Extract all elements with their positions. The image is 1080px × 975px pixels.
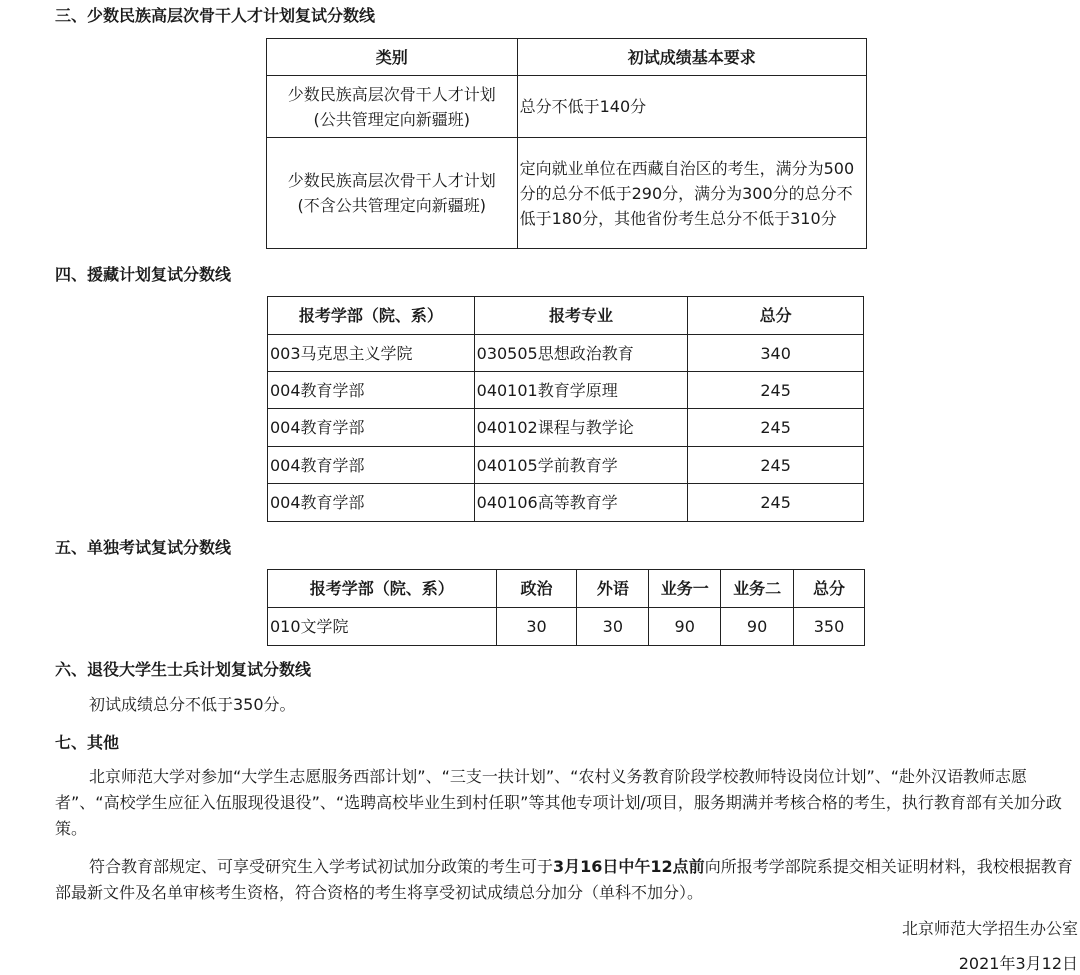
total-score-cell: 340 [688,335,864,372]
requirement-cell: 总分不低于140分 [517,76,866,138]
section-4-title: 四、援藏计划复试分数线 [55,265,232,284]
column-header: 外语 [577,570,649,608]
column-header: 报考学部（院、系） [268,297,475,335]
column-header: 总分 [794,570,865,608]
politics-score-cell: 30 [496,608,577,646]
requirement-cell: 定向就业单位在西藏自治区的考生，满分为500分的总分不低于290分，满分为300分的总分不低于180分，其他省份考生总分不低于310分 [517,138,866,249]
subject-one-score-cell: 90 [649,608,721,646]
table-row [268,484,864,522]
department-cell: 004教育学部 [268,447,475,484]
department-cell: 004教育学部 [268,409,475,447]
table-row [268,447,864,484]
total-score-cell: 245 [688,484,864,522]
column-header: 初试成绩基本要求 [517,39,866,76]
total-score-cell: 245 [688,409,864,447]
table-header-row [268,297,864,335]
column-header: 报考学部（院、系） [268,570,497,608]
category-cell: 少数民族高层次骨干人才计划 (不含公共管理定向新疆班) [267,138,518,249]
column-header: 政治 [496,570,577,608]
column-header: 总分 [688,297,864,335]
major-cell: 040106高等教育学 [474,484,688,522]
table-row [267,138,867,249]
section-7-paragraph-2: 符合教育部规定、可享受研究生入学考试初试加分政策的考生可于3月16日中午12点前向所报考学部院系提交相关证明材料，我校根据教育部最新文件及名单审核考生资格，符合资格的考生将享受初试成绩总分加分（单科不加分）。 [55,857,1073,902]
minority-talent-table [266,38,867,249]
table-header-row [268,570,865,608]
table-row [268,372,864,409]
column-header: 报考专业 [474,297,688,335]
category-cell: 少数民族高层次骨干人才计划 (公共管理定向新疆班) [267,76,518,138]
total-score-cell: 350 [794,608,865,646]
foreign-language-score-cell: 30 [577,608,649,646]
separate-exam-table [267,569,865,646]
section-7-paragraph-1: 北京师范大学对参加“大学生志愿服务西部计划”、“三支一扶计划”、“农村义务教育阶段学校教师特设岗位计划”、“赴外汉语教师志愿者”、“高校学生应征入伍服现役退役”、“选聘高校毕业生到村任职”等其他专项计划/项目，服务期满并考核合格的考生，执行教育部有关加分政策。 [55,767,1062,838]
deadline-text: 3月16日中午12点前 [553,857,705,876]
column-header: 业务二 [721,570,794,608]
subject-two-score-cell: 90 [721,608,794,646]
date-signature: 2021年3月12日 [958,954,1078,973]
section-6-title: 六、退役大学生士兵计划复试分数线 [55,660,312,679]
department-cell: 003马克思主义学院 [268,335,475,372]
table-row [268,409,864,447]
table-row [268,608,865,646]
major-cell: 040105学前教育学 [474,447,688,484]
total-score-cell: 245 [688,447,864,484]
major-cell: 040101教育学原理 [474,372,688,409]
tibet-aid-table [267,296,864,522]
table-header-row [267,39,867,76]
department-cell: 010文学院 [268,608,497,646]
department-cell: 004教育学部 [268,372,475,409]
major-cell: 030505思想政治教育 [474,335,688,372]
total-score-cell: 245 [688,372,864,409]
column-header: 类别 [267,39,518,76]
major-cell: 040102课程与教学论 [474,409,688,447]
office-signature: 北京师范大学招生办公室 [901,919,1078,938]
table-row [268,335,864,372]
section-5-title: 五、单独考试复试分数线 [55,538,232,557]
column-header: 业务一 [649,570,721,608]
table-row [267,76,867,138]
section-6-text: 初试成绩总分不低于350分。 [89,695,296,714]
department-cell: 004教育学部 [268,484,475,522]
section-7-title: 七、其他 [55,733,120,752]
section-3-title: 三、少数民族高层次骨干人才计划复试分数线 [55,6,376,25]
